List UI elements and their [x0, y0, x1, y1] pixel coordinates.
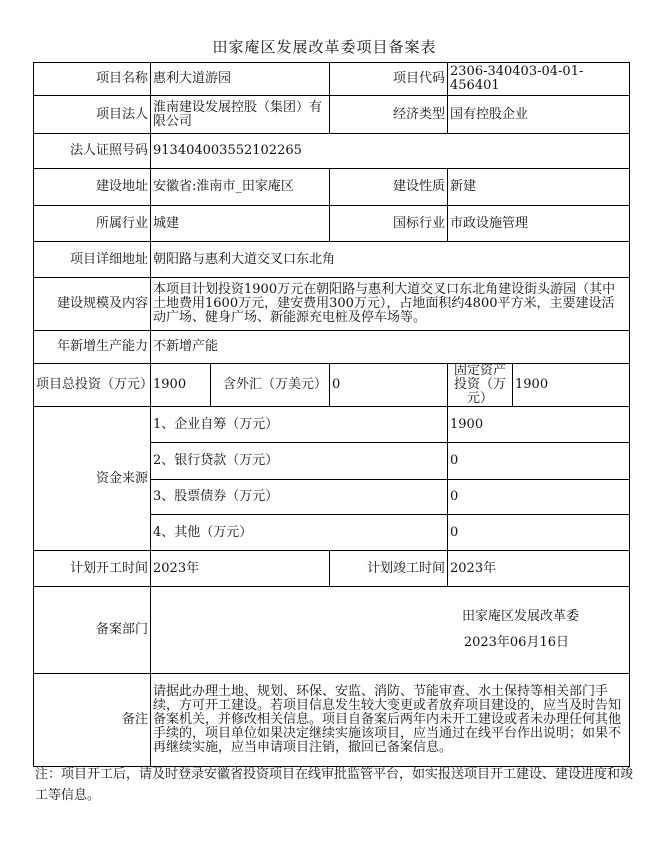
fixed-assets-label: 固定资产投资（万元）	[448, 364, 513, 407]
department-date: 2023年06月16日	[463, 635, 569, 650]
department-block	[151, 587, 630, 674]
capacity-label: 年新增生产能力	[34, 331, 151, 364]
economy-type-value: 国有控股企业	[448, 96, 630, 134]
legal-person-value: 淮南建设发展控股（集团）有限公司	[151, 96, 330, 134]
detail-address-value: 朝阳路与惠利大道交叉口东北角	[151, 242, 630, 278]
funding-item-name: 1、企业自筹（万元）	[151, 407, 448, 443]
license-no-value: 913404003552102265	[151, 134, 630, 169]
foreign-value: 0	[330, 364, 448, 407]
project-name-label: 项目名称	[34, 63, 151, 96]
capacity-value: 不新增产能	[151, 331, 630, 364]
project-name-value: 惠利大道游园	[151, 63, 330, 96]
national-industry-label: 国标行业	[330, 206, 448, 242]
footnote: 注：项目开工后，请及时登录安徽省投资项目在线审批监管平台，如实报送项目开工建设、建设进度和竣工等信息。	[35, 767, 634, 803]
project-code-label: 项目代码	[330, 63, 448, 96]
funding-item-name: 3、股票债券（万元）	[151, 480, 448, 515]
foreign-label: 含外汇（万美元）	[211, 364, 330, 407]
industry-label: 所属行业	[34, 206, 151, 242]
location-label: 建设地址	[34, 169, 151, 206]
remarks-text: 请据此办理土地、规划、环保、安监、消防、节能审查、水土保持等相关部门手续，方可开工建设。若项目信息发生较大变更或者放弃项目建设的，应当及时告知备案机关，并修改相关信息。项目自备案后两年内未开工建设或者未办理任何其他手续的，项目单位如果决定继续实施该项目，应当通过在线平台作出说明；如果不再继续实施，应当申请项目注销，撤回已备案信息。	[151, 674, 630, 767]
total-investment-value: 1900	[151, 364, 211, 407]
funding-item-value: 0	[448, 480, 630, 515]
filing-table	[33, 62, 630, 767]
funding-item-value: 0	[448, 443, 630, 480]
end-time-label: 计划竣工时间	[330, 551, 448, 587]
scale-value: 本项目计划投资1900万元在朝阳路与惠利大道交叉口东北角建设街头游园（其中土地费用1600万元，建安费用300万元），占地面积约4800平方米，主要建设活动广场、健身广场、新能源充电桩及停车场等。	[151, 278, 630, 331]
page-title: 田家庵区发展改革委项目备案表	[212, 38, 437, 56]
location-value: 安徽省:淮南市_田家庵区	[151, 169, 330, 206]
remarks-label: 备注	[34, 674, 151, 767]
detail-address-label: 项目详细地址	[34, 242, 151, 278]
nature-value: 新建	[448, 169, 630, 206]
industry-value: 城建	[151, 206, 330, 242]
funding-label: 资金来源	[34, 407, 151, 551]
economy-type-label: 经济类型	[330, 96, 448, 134]
total-investment-label: 项目总投资（万元）	[34, 364, 151, 407]
national-industry-value: 市政设施管理	[448, 206, 630, 242]
start-time-value: 2023年	[151, 551, 330, 587]
fixed-assets-value: 1900	[513, 364, 630, 407]
funding-item-name: 4、其他（万元）	[151, 515, 448, 551]
legal-person-label: 项目法人	[34, 96, 151, 134]
license-no-label: 法人证照号码	[34, 134, 151, 169]
funding-item-value: 0	[448, 515, 630, 551]
funding-item-value: 1900	[448, 407, 630, 443]
funding-item-name: 2、银行贷款（万元）	[151, 443, 448, 480]
scale-label: 建设规模及内容	[34, 278, 151, 331]
project-code-value: 2306-340403-04-01-456401	[448, 63, 630, 96]
nature-label: 建设性质	[330, 169, 448, 206]
department-name: 田家庵区发展改革委	[461, 609, 579, 624]
start-time-label: 计划开工时间	[34, 551, 151, 587]
end-time-value: 2023年	[448, 551, 630, 587]
department-label: 备案部门	[34, 587, 151, 674]
